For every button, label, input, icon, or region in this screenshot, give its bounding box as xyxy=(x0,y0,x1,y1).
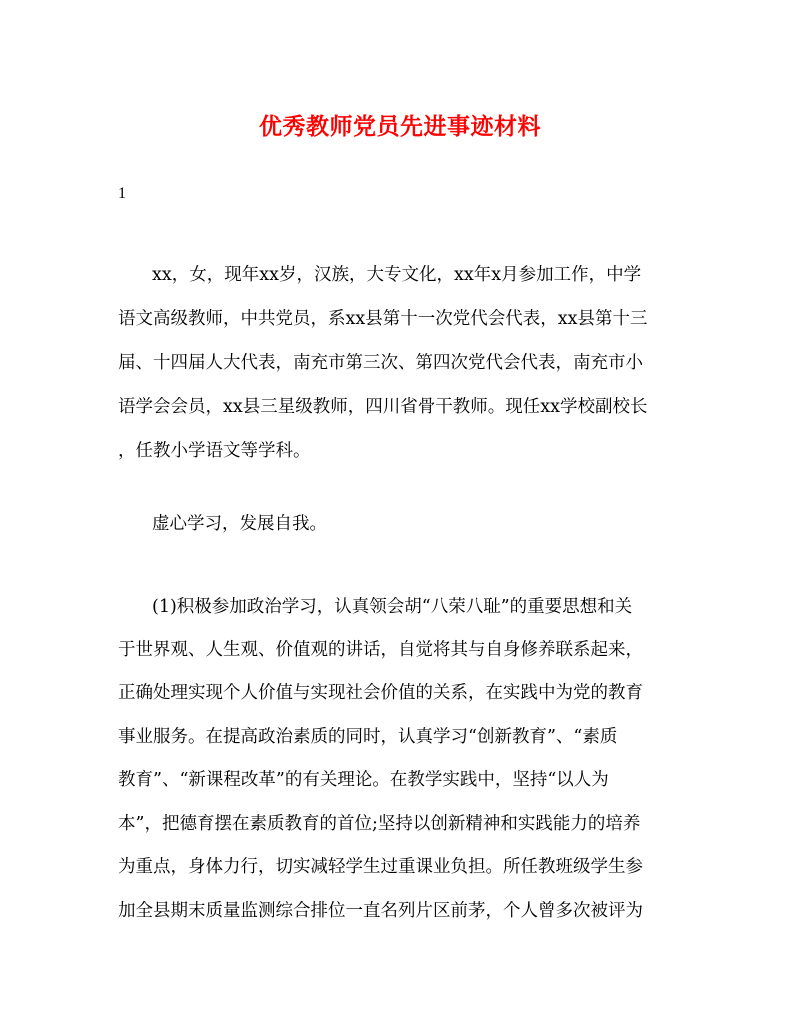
paragraph-2-line: 教育”、“新课程改革”的有关理论。在教学实践中，坚持“以人为 xyxy=(118,770,609,790)
document-title: 优秀教师党员先进事迹材料 xyxy=(259,113,541,140)
paragraph-1-line: ，任教小学语文等学科。 xyxy=(118,441,311,461)
paragraph-2-line: 加全县期末质量监测综合排位一直名列片区前茅，个人曾多次被评为 xyxy=(118,901,643,921)
paragraph-2-line: 本”，把德育摆在素质教育的首位;坚持以创新精神和实践能力的培养 xyxy=(118,814,641,834)
paragraph-1-line: 语学会会员，xx县三星级教师，四川省骨干教师。现任xx学校副校长 xyxy=(118,397,648,417)
paragraph-1-line: 语文高级教师，中共党员，系xx县第十一次党代会代表，xx县第十三 xyxy=(118,309,648,329)
paragraph-2-line: 为重点，身体力行，切实减轻学生过重课业负担。所任教班级学生参 xyxy=(118,857,643,877)
page-number: 1 xyxy=(118,185,126,202)
paragraph-1-line: 届、十四届人大代表，南充市第三次、第四次党代会代表，南充市小 xyxy=(118,353,643,373)
paragraph-1-line: xx，女，现年xx岁，汉族，大专文化，xx年x月参加工作，中学 xyxy=(152,265,642,285)
paragraph-2-line: (1)积极参加政治学习，认真领会胡“八荣八耻”的重要思想和关 xyxy=(152,597,633,617)
paragraph-2-line: 事业服务。在提高政治素质的同时，认真学习“创新教育”、“素质 xyxy=(118,727,618,747)
section-heading: 虚心学习，发展自我。 xyxy=(152,514,327,534)
paragraph-2-line: 正确处理实现个人价值与实现社会价值的关系，在实践中为党的教育 xyxy=(118,683,643,703)
paragraph-2-line: 于世界观、人生观、价值观的讲话，自觉将其与自身修养联系起来， xyxy=(118,640,643,660)
